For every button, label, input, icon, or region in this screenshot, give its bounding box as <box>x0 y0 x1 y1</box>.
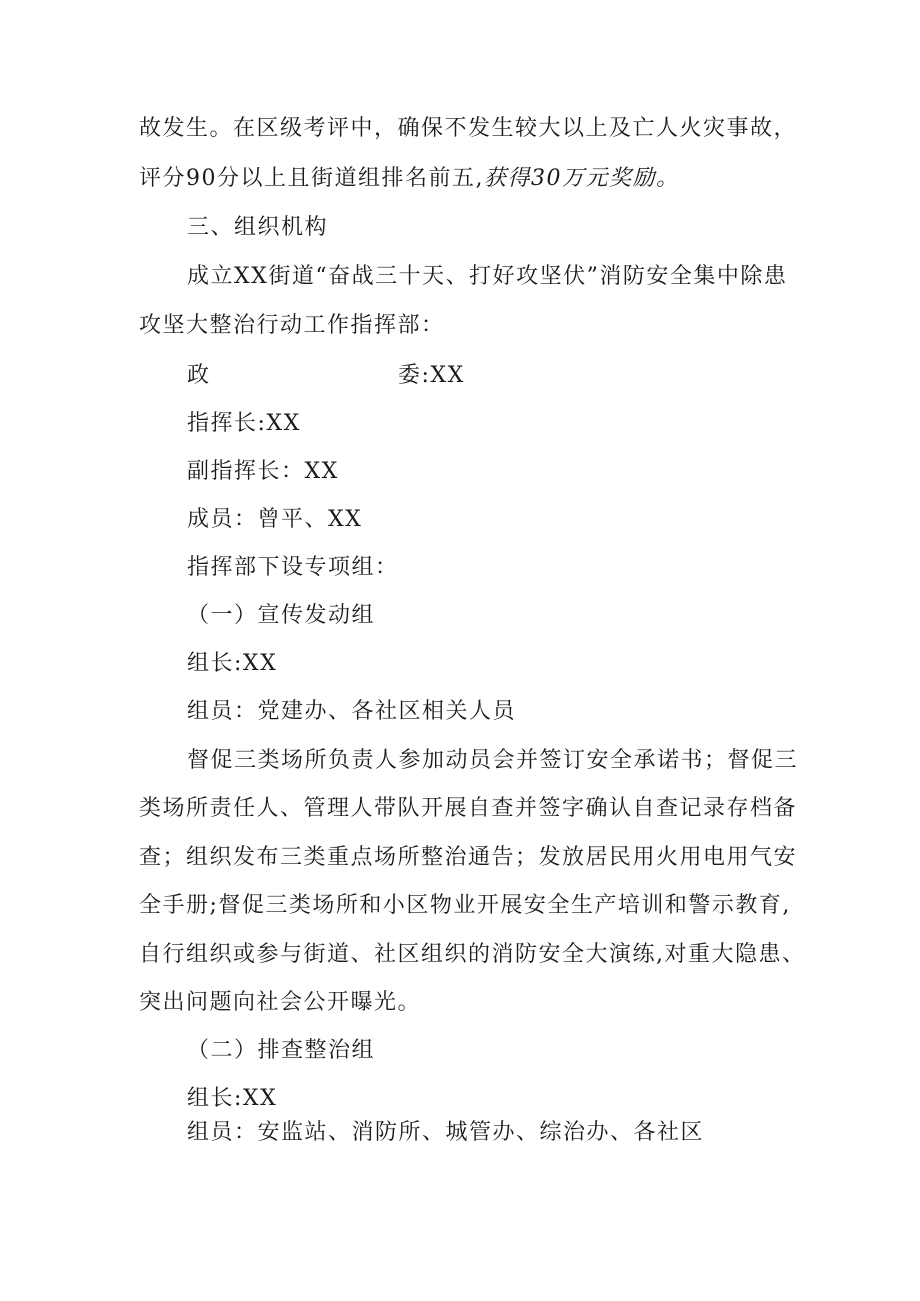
hq-intro-line2: 攻坚大整治行动工作指挥部： <box>139 313 445 338</box>
group1-duty-line6: 突出问题向社会公开曝光。 <box>139 990 422 1015</box>
group2-leader: 组长:XX <box>187 1086 278 1111</box>
political-commissar-label-a: 政 <box>187 363 211 388</box>
section3-heading: 三、组织机构 <box>187 215 329 240</box>
group1-duty-line2: 类场所责任人、管理人带队开展自查并签字确认自查记录存档备 <box>139 796 798 821</box>
group1-duty-line3: 查；组织发布三类重点场所整治通告；发放居民用火用电用气安 <box>139 845 798 870</box>
group2-members: 组员：安监站、消防所、城管办、综治办、各社区 <box>187 1120 705 1145</box>
hq-intro-line1: 成立XX街道“奋战三十天、打好攻坚伏”消防安全集中除患 <box>187 264 788 289</box>
group1-duty-line1: 督促三类场所负责人参加动员会并签订安全承诺书；督促三 <box>187 748 799 773</box>
member-line: 成员：曾平、XX <box>187 507 363 532</box>
para1-line1: 故发生。在区级考评中，确保不发生较大以上及亡人火灾事故， <box>139 116 798 141</box>
group1-duty-line4: 全手册;督促三类场所和小区物业开展安全生产培训和警示教育, <box>139 893 791 918</box>
group1-leader: 组长:XX <box>187 651 278 676</box>
group1-members: 组员：党建办、各社区相关人员 <box>187 699 517 724</box>
commander-line: 指挥长:XX <box>187 411 301 436</box>
subgroups-intro: 指挥部下设专项组： <box>187 555 399 580</box>
political-commissar-label-b: 委:XX <box>398 363 465 388</box>
group1-duty-line5: 自行组织或参与街道、社区组织的消防安全大演练,对重大隐患、 <box>139 942 806 967</box>
group2-heading: （二）排查整治组 <box>187 1038 376 1063</box>
para1-line2-italic: 获得30万元奖励。 <box>484 166 680 191</box>
group1-heading: （一）宣传发动组 <box>187 603 376 628</box>
deputy-commander-line: 副指挥长：XX <box>187 459 339 484</box>
para1-line2-regular: 评分90分以上且街道组排名前五, <box>139 166 484 191</box>
para1-line2 <box>139 164 680 194</box>
